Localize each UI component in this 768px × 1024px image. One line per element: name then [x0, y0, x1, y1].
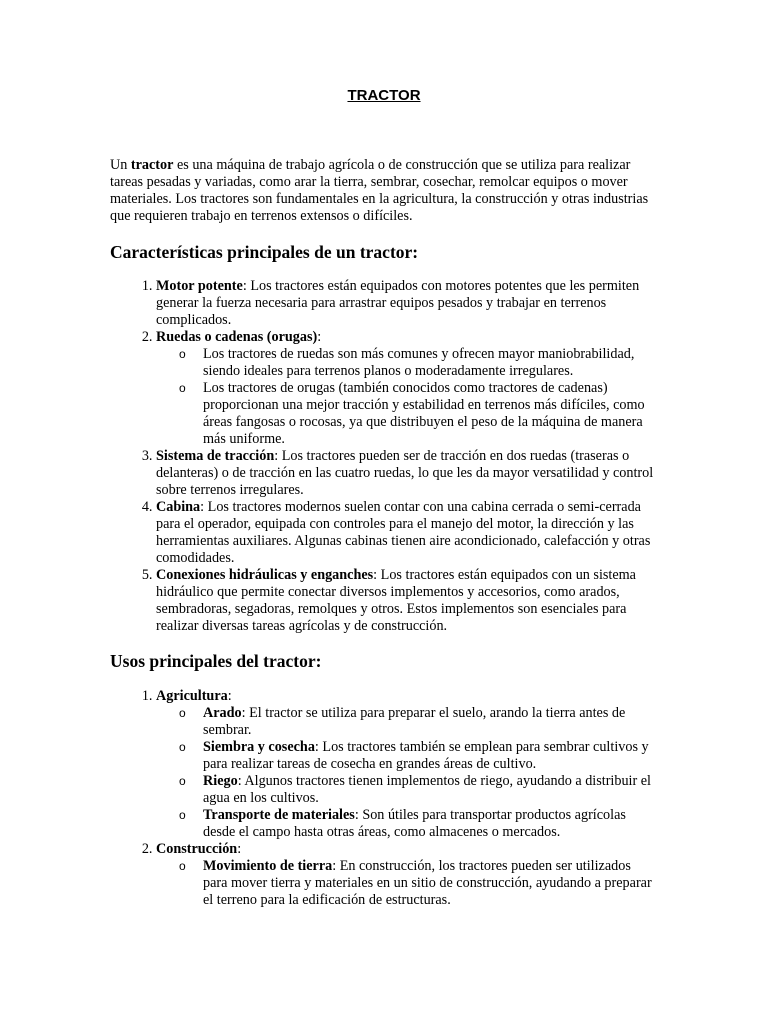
intro-paragraph: Un tractor es una máquina de trabajo agrícola o de construcción que se utiliza para realizar tareas pesadas y variadas, como arar la tierra, sembrar, cosechar, remolcar equipos o mover materiales. Los tractores son fundamentales en la agricultura, la construcción y otras industrias que requieren trabajo en terrenos extensos o difíciles. — [110, 157, 649, 224]
sub-list — [156, 705, 655, 841]
sub-list-item: o Los tractores de orugas (también conocidos como tractores de cadenas) proporcionan una mejor tracción y estabilidad en terrenos más difíciles, como áreas fangosas o rocosas, ya que distribuyen el peso de la máquina de manera más uniforme. — [203, 380, 655, 448]
sub-list — [156, 858, 655, 909]
section-heading-caracteristicas: Características principales de un tractor: — [110, 242, 419, 262]
sub-list-item: o Riego: Algunos tractores tienen implementos de riego, ayudando a distribuir el agua en los cultivos. — [203, 773, 655, 807]
uses-list — [110, 688, 655, 909]
sub-list-item: o Movimiento de tierra: En construcción, los tractores pueden ser utilizados para mover tierra y materiales en un sitio de construcción, ayudando a preparar el terreno para la edificación de estructuras. — [203, 858, 655, 909]
sub-list — [156, 346, 655, 448]
list-item: 3. Sistema de tracción: Los tractores pueden ser de tracción en dos ruedas (traseras o delanteras) o de tracción en las cuatro ruedas, lo que les da mayor versatilidad y control sobre terrenos irregulares. — [156, 448, 655, 499]
sub-list-item: o Los tractores de ruedas son más comunes y ofrecen mayor maniobrabilidad, siendo ideales para terrenos planos o moderadamente irregulares. — [203, 346, 655, 380]
list-item: 1. Agricultura: o Arado: El tractor se utiliza para preparar el suelo, arando la tierra antes de sembrar. o Siembra y cosecha: Los tractores también se emplean para sembrar cultivos y para realizar tareas de cosecha en grandes áreas de cultivo. o Riego: Algunos tractores tienen implementos de riego, ayudando a distribuir el agua en los cultivos. o Transporte de materiales: Son útiles para transportar productos agrícolas desde el campo hasta otras áreas, como almacenes o mercados. — [156, 688, 655, 841]
document-body — [110, 157, 655, 909]
sub-list-item: o Arado: El tractor se utiliza para preparar el suelo, arando la tierra antes de sembrar. — [203, 705, 655, 739]
list-item: 2. Construcción: o Movimiento de tierra: En construcción, los tractores pueden ser utilizados para mover tierra y materiales en un sitio de construcción, ayudando a preparar el terreno para la edificación de estructuras. — [156, 841, 655, 909]
document-title: TRACTOR — [347, 87, 421, 104]
intro-term: tractor — [130, 157, 174, 173]
list-item: 5. Conexiones hidráulicas y enganches: Los tractores están equipados con un sistema hidráulico que permite conectar diversos implementos y accesorios, como arados, sembradoras, segadoras, remolques y otros. Estos implementos son esenciales para realizar diversas tareas agrícolas y de construcción. — [156, 567, 655, 635]
section-heading-usos: Usos principales del tractor: — [110, 651, 322, 671]
features-list — [110, 278, 655, 635]
sub-list-item: o Siembra y cosecha: Los tractores también se emplean para sembrar cultivos y para realizar tareas de cosecha en grandes áreas de cultivo. — [203, 739, 655, 773]
sub-list-item: o Transporte de materiales: Son útiles para transportar productos agrícolas desde el campo hasta otras áreas, como almacenes o mercados. — [203, 807, 655, 841]
list-item: 1. Motor potente: Los tractores están equipados con motores potentes que les permiten generar la fuerza necesaria para arrastrar equipos pesados y trabajar en terrenos complicados. — [156, 278, 655, 329]
list-item: 2. Ruedas o cadenas (orugas): o Los tractores de ruedas son más comunes y ofrecen mayor maniobrabilidad, siendo ideales para terrenos planos o moderadamente irregulares. o Los tractores de orugas (también conocidos como tractores de cadenas) proporcionan una mejor tracción y estabilidad en terrenos más difíciles, como áreas fangosas o rocosas, ya que distribuyen el peso de la máquina de manera más uniforme. — [156, 329, 655, 448]
list-item: 4. Cabina: Los tractores modernos suelen contar con una cabina cerrada o semi-cerrada para el operador, equipada con controles para el manejo del motor, la dirección y las herramientas auxiliares. Algunas cabinas tienen aire acondicionado, calefacción y otras comodidades. — [156, 499, 655, 567]
